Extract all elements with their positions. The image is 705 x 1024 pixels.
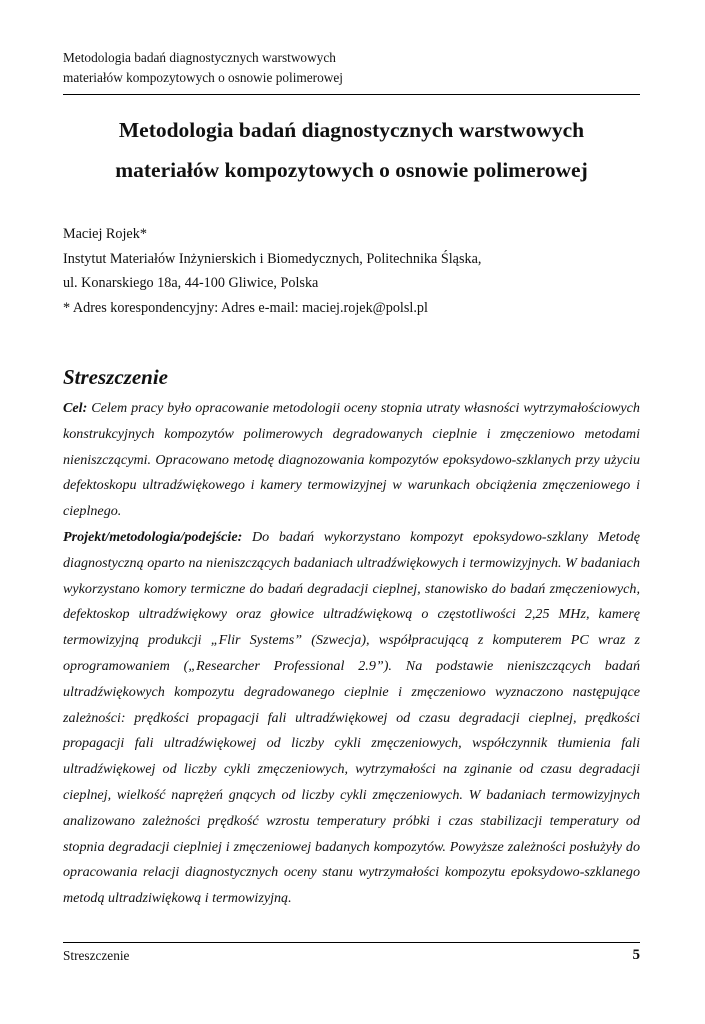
paper-title-line-1: Metodologia badań diagnostycznych warstwowych: [118, 118, 585, 142]
abstract-approach-label: Projekt/metodologia/podejście:: [63, 528, 243, 545]
author-block: [63, 222, 640, 320]
running-header: [63, 48, 640, 88]
page-number: 5: [632, 947, 640, 963]
abstract-approach-paragraph: [63, 525, 640, 912]
abstract-approach-text: Do badań wykorzystano kompozyt epoksydowo-szklany Metodę diagnostyczną oparto na nieniszczących badaniach ultradźwiękowych i termowizyjnych. W badaniach wykorzystano komory termiczne do badań degradacji cieplnej, stanowisko do badań zmęczeniowych, defektoskop ultradźwiękowy oraz głowice ultradźwiękową o częstotliwości 2,25 MHz, kamerę termowizyjną produkcji „Flir Systems” (Szwecja), współpracującą z komputerem PC wraz z oprogramowaniem („Researcher Professional 2.9”). Na podstawie nieniszczących badań ultradźwiękowych kompozytu degradowanego cieplnie i zmęczeniowo wyznaczono następujące zależności: prędkości propagacji fali ultradźwiękowej od czasu degradacji cieplnej, prędkości propagacji fali ultradźwiękowej od liczby cykli zmęczeniowych, współczynnik tłumienia fali ultradźwiękowej od liczby cykli zmęczeniowych, wytrzymałości na zginanie od czasu degradacji cieplnej, wielkość naprężeń gnących od liczby cykli zmęczeniowych. W badaniach termowizyjnych analizowano zależności prędkość wzrostu temperatury próbki i czas stabilizacji temperatury od stopnia degradacji cieplniej i zmęczeniowej badanych kompozytów. Powyższe zależności posłużyły do opracowania relacji diagnostycznych oceny stanu wytrzymałości kompozytu epoksydowo-szklanego metodą ultradziwiękową i termowizyjną.: [63, 528, 640, 907]
author-name: Maciej Rojek*: [63, 226, 147, 242]
paper-title-line-2: materiałów kompozytowych o osnowie polimerowej: [115, 158, 588, 182]
footer-section-name: Streszczenie: [63, 948, 130, 963]
running-header-line-2: materiałów kompozytowych o osnowie polimerowej: [63, 70, 343, 85]
running-header-line-1: Metodologia badań diagnostycznych warstwowych: [63, 50, 336, 65]
author-address: ul. Konarskiego 18a, 44-100 Gliwice, Polska: [63, 275, 319, 291]
paper-title: [63, 110, 640, 190]
footer-rule: [63, 942, 640, 943]
header-rule: [63, 94, 640, 95]
abstract-goal-paragraph: [63, 396, 640, 525]
author-correspondence: * Adres korespondencyjny: Adres e-mail: maciej.rojek@polsl.pl: [63, 299, 428, 316]
abstract-body: [63, 396, 640, 912]
abstract-goal-label: Cel:: [63, 400, 88, 416]
author-affiliation: Instytut Materiałów Inżynierskich i Biomedycznych, Politechnika Śląska,: [63, 250, 482, 267]
section-heading: Streszczenie: [63, 365, 168, 389]
abstract-goal-text: Celem pracy było opracowanie metodologii oceny stopnia utraty własności wytrzymałościowych konstrukcyjnych kompozytów polimerowych degradowanych cieplnie i zmęczeniowo metodami nieniszczącymi. Opracowano metodę diagnozowania kompozytów epoksydowo-szklanych przy użyciu defektoskopu ultradźwiękowego i kamery termowizyjnej w warunkach obciążenia zmęczeniowego i cieplnego.: [63, 400, 640, 520]
